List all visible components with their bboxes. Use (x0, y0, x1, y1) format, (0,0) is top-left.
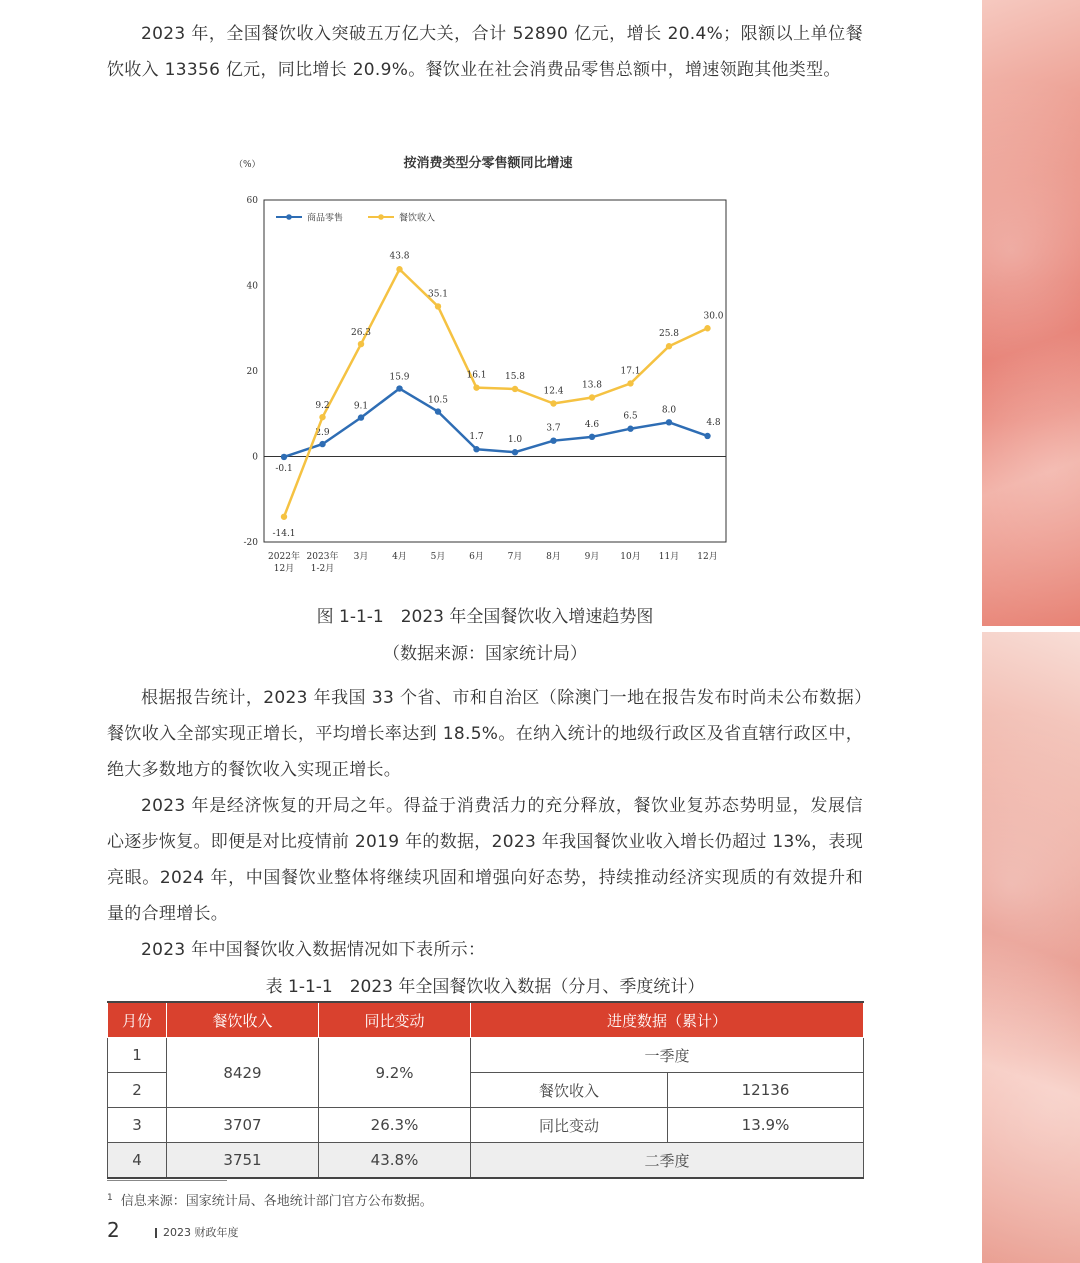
data-point (396, 266, 402, 272)
page-number: 2 (107, 1218, 120, 1242)
cell-month: 3 (108, 1108, 167, 1143)
table-row (108, 1108, 864, 1143)
footnote-divider (107, 1180, 227, 1181)
data-point (473, 384, 479, 390)
data-label: 1.7 (469, 432, 484, 443)
x-tick-label: 12月 (697, 552, 718, 562)
legend-swatch-marker (378, 214, 384, 220)
paragraph-intro: 2023 年，全国餐饮收入突破五万亿大关，合计 52890 亿元，增长 20.4%；限额以上单位餐饮收入 13356 亿元，同比增长 20.9%。餐饮业在社会消费品零售总额中，增速领跑其他类型。 (107, 24, 863, 80)
header-revenue: 餐饮收入 (167, 1002, 319, 1038)
data-point (319, 414, 325, 420)
data-point (281, 454, 287, 460)
x-tick-label: 7月 (507, 552, 523, 562)
chart-title: 按消费类型分零售额同比增速 (403, 156, 573, 171)
footnote (107, 1190, 433, 1209)
footnote-mark: 1 (107, 1192, 113, 1203)
data-label: 35.1 (427, 289, 449, 300)
x-tick-label: 11月 (658, 552, 680, 562)
cell-month: 1 (108, 1038, 167, 1073)
data-point (589, 434, 595, 440)
x-tick-label: 1-2月 (310, 564, 335, 574)
legend-label: 商品零售 (307, 213, 344, 224)
data-label: 8.0 (661, 405, 677, 416)
cell-quarter-revenue: 12136 (668, 1073, 864, 1108)
data-label: 1.0 (507, 435, 523, 446)
data-point (627, 380, 633, 386)
data-point (512, 449, 518, 455)
cell-quarter-yoy-label: 同比变动 (471, 1108, 668, 1143)
data-point (396, 385, 402, 391)
cell-yoy: 9.2% (319, 1038, 471, 1108)
data-label: 4.6 (584, 419, 600, 430)
cell-quarter-revenue-label: 餐饮收入 (471, 1073, 668, 1108)
data-label: 30.0 (703, 311, 724, 322)
data-label: 2.9 (315, 428, 330, 439)
data-point (627, 426, 633, 432)
header-progress: 进度数据（累计） (471, 1002, 864, 1038)
x-tick-label: 2022年 (268, 552, 300, 562)
growth-line-chart (228, 150, 728, 590)
decorative-photo-top (982, 0, 1080, 626)
data-point (589, 394, 595, 400)
table-row (108, 1038, 864, 1073)
chart-ylabel: （%） (234, 160, 261, 170)
table-caption: 表 1-1-1 2023 年全国餐饮收入数据（分月、季度统计） (265, 977, 705, 997)
x-tick-label: 6月 (469, 552, 484, 562)
data-point (512, 386, 518, 392)
data-point (281, 514, 287, 520)
running-footer (155, 1224, 239, 1240)
data-label: 6.5 (623, 411, 638, 422)
table-header-row (108, 1002, 864, 1038)
data-point (319, 441, 325, 447)
figure-source: （数据来源：国家统计局） (383, 644, 587, 664)
x-tick-label: 3月 (353, 552, 369, 562)
cell-month: 2 (108, 1073, 167, 1108)
data-point (358, 414, 364, 420)
cell-yoy: 26.3% (319, 1108, 471, 1143)
data-label: -0.1 (275, 463, 293, 474)
series-line-1 (284, 269, 708, 517)
y-tick-label: -20 (243, 538, 258, 548)
data-label: 9.1 (353, 401, 369, 412)
y-tick-label: 20 (246, 367, 258, 377)
data-label: 15.9 (389, 372, 410, 383)
cell-quarter-yoy: 13.9% (668, 1108, 864, 1143)
y-tick-label: 60 (246, 196, 258, 206)
header-month: 月份 (108, 1002, 167, 1038)
y-tick-label: 40 (246, 281, 258, 292)
data-label: 10.5 (427, 395, 449, 406)
cell-quarter-label: 二季度 (471, 1143, 864, 1179)
cell-month: 4 (108, 1143, 167, 1179)
data-label: 43.8 (389, 251, 410, 262)
x-tick-label: 10月 (620, 552, 641, 562)
x-tick-label: 8月 (546, 552, 561, 562)
data-point (704, 325, 710, 331)
revenue-table (107, 1001, 864, 1179)
footnote-text: 信息来源：国家统计局、各地统计部门官方公布数据。 (120, 1194, 433, 1209)
data-point (473, 446, 479, 452)
data-label: 9.2 (315, 401, 330, 412)
data-label: 16.1 (466, 370, 487, 381)
cell-yoy: 43.8% (319, 1143, 471, 1179)
paragraph-table-intro: 2023 年中国餐饮收入数据情况如下表所示： (141, 940, 486, 960)
plot-frame (264, 200, 726, 542)
table-row (108, 1143, 864, 1179)
footer-bar (155, 1228, 157, 1238)
x-tick-label: 12月 (273, 564, 295, 574)
decorative-photo-bottom (982, 632, 1080, 1263)
data-point (666, 419, 672, 425)
data-label: 3.7 (546, 423, 561, 434)
data-label: 15.8 (504, 371, 526, 382)
legend-label: 餐饮收入 (399, 213, 436, 224)
x-tick-label: 4月 (392, 552, 407, 562)
data-point (550, 437, 556, 443)
data-point (704, 433, 710, 439)
decorative-side-panel (982, 0, 1080, 1263)
cell-revenue: 3707 (167, 1108, 319, 1143)
cell-revenue: 8429 (167, 1038, 319, 1108)
data-point (666, 343, 672, 349)
header-yoy: 同比变动 (319, 1002, 471, 1038)
data-label: 26.3 (350, 328, 372, 339)
paragraph-provinces: 根据报告统计，2023 年我国 33 个省、市和自治区（除澳门一地在报告发布时尚未公布数据）餐饮收入全部实现正增长，平均增长率达到 18.5%。在纳入统计的地级行政区及省直辖行政区中，绝大多数地方的餐饮收入实现正增长。 (107, 688, 863, 780)
x-tick-label: 9月 (584, 552, 600, 562)
data-label: 12.4 (543, 386, 564, 397)
legend-swatch-marker (286, 214, 292, 220)
data-label: 25.8 (658, 329, 680, 340)
y-tick-label: 0 (252, 452, 258, 463)
figure-caption: 图 1-1-1 2023 年全国餐饮收入增速趋势图 (316, 607, 654, 627)
data-label: 13.8 (581, 380, 603, 391)
cell-revenue: 3751 (167, 1143, 319, 1179)
data-point (358, 341, 364, 347)
data-point (550, 400, 556, 406)
series-line-0 (284, 389, 708, 457)
data-point (435, 408, 441, 414)
data-label: 4.8 (706, 417, 721, 428)
footer-text: 2023 财政年度 (163, 1226, 239, 1239)
x-tick-label: 2023年 (306, 552, 339, 562)
data-label: 17.1 (620, 366, 641, 377)
data-point (435, 303, 441, 309)
cell-quarter-label: 一季度 (471, 1038, 864, 1073)
paragraph-recovery: 2023 年是经济恢复的开局之年。得益于消费活力的充分释放，餐饮业复苏态势明显，发展信心逐步恢复。即便是对比疫情前 2019 年的数据，2023 年我国餐饮业收入增长仍超过 13%，表现亮眼。2024 年，中国餐饮业整体将继续巩固和增强向好态势，持续推动经济实现质的有效提升和量的合理增长。 (107, 796, 863, 924)
data-label: -14.1 (272, 528, 296, 539)
x-tick-label: 5月 (430, 552, 446, 562)
